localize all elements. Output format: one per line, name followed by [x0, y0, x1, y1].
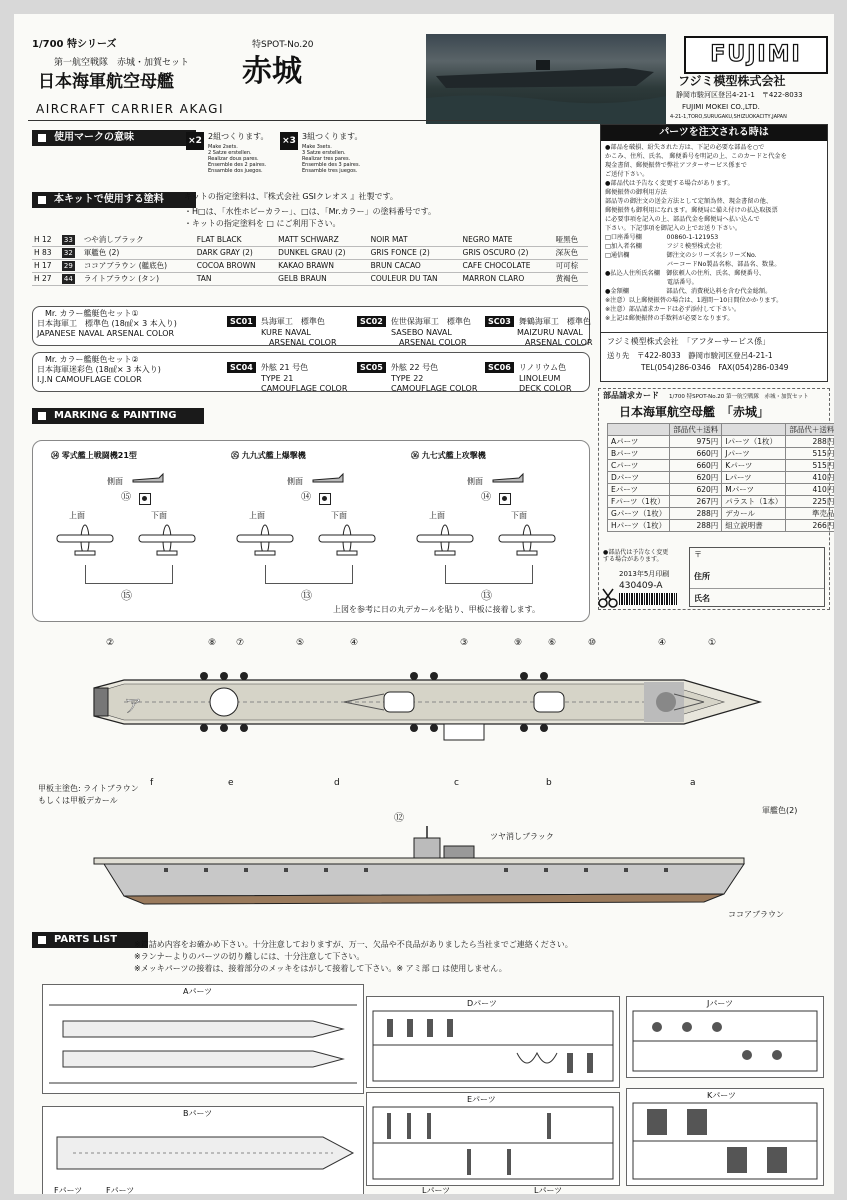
- runner-j: [626, 996, 824, 1078]
- company-name: フジミ模型株式会社: [678, 74, 786, 88]
- paint-jp: 軍艦色 (2): [82, 247, 195, 260]
- callout-top: ④: [350, 638, 359, 648]
- marking-heading: MARKING & PAINTING: [32, 408, 204, 424]
- parts-note-2: ※ランナーよりのパーツの切り離しには、十分注意して下さい。: [134, 952, 365, 961]
- part-name: Dパーツ: [608, 472, 670, 484]
- paint-es: CAFE CHOCOLATE: [461, 260, 554, 273]
- callout-top: ④: [658, 638, 667, 648]
- part-name: Gパーツ（1枚）: [608, 508, 670, 520]
- part-price: 515円: [786, 448, 834, 460]
- part-price: 410円: [786, 472, 834, 484]
- order-line: 郵便振替の御利用方法: [605, 189, 667, 196]
- address-box: [600, 332, 828, 382]
- price-row[interactable]: [608, 484, 835, 496]
- parts-heading: PARTS LIST: [32, 932, 148, 948]
- part-name: 組立説明書: [722, 520, 786, 532]
- title-jp: 日本海軍航空母艦: [38, 72, 174, 92]
- callout-bottom: c: [454, 778, 459, 788]
- card-ref: 1/700 特SPOT-No.20 第一航空戦隊 赤城・加賀セット: [669, 394, 809, 400]
- paint-mr: 29: [60, 260, 82, 273]
- part-name: Kパーツ: [722, 460, 786, 472]
- runner-l-label-2: Lパーツ: [534, 1186, 563, 1194]
- order-text: [601, 141, 827, 325]
- price-header-2: 部品代＋送料: [786, 424, 834, 436]
- aircraft-2: ㉟ 九九式艦上爆撃機 側面 ⑭ 上面 下面 ⑬: [231, 441, 401, 617]
- runner-f-label-2: Fパーツ: [106, 1186, 135, 1194]
- order-line: 郵便振替も御利用になれます。郵便局に備え付けの払込取扱票: [605, 207, 778, 214]
- order-line: ※上記は郵便振替の手数料が必要となります。: [605, 315, 734, 322]
- part-price: 266円: [786, 520, 834, 532]
- aircraft-drawing: [137, 523, 197, 557]
- part-name: Eパーツ: [608, 484, 670, 496]
- runner-f-label-1: Fパーツ: [54, 1186, 83, 1194]
- x3-badge: ×3: [280, 132, 298, 150]
- part-name: Hパーツ（1枚）: [608, 520, 670, 532]
- part-price: 515円: [786, 460, 834, 472]
- x2-jp: 2組つくります。: [208, 132, 269, 141]
- price-row[interactable]: [608, 508, 835, 520]
- callout-top: ①: [708, 638, 717, 648]
- set1-line3: JAPANESE NAVAL ARSENAL COLOR: [37, 329, 175, 338]
- runner-k: [626, 1088, 824, 1186]
- part-price: 975円: [670, 436, 722, 448]
- paint-set-1: [32, 306, 593, 347]
- order-line: ご送付下さい。: [605, 171, 649, 178]
- hinomaru-decal-icon: [499, 493, 511, 505]
- runner-a: [42, 984, 364, 1094]
- callout-bottom: e: [228, 778, 234, 788]
- paint-fr: NOIR MAT: [369, 234, 461, 247]
- callout-top: ③: [460, 638, 469, 648]
- marks-heading: 使用マークの意味: [32, 130, 196, 146]
- x3-lines: Make 3sets. 3 Satze erstellen. Realizar tres pares. Ensemble des 3 paires. Ensamble tres juegos.: [302, 144, 361, 174]
- callout-top: ⑥: [548, 638, 557, 648]
- aircraft-side-drawing: [491, 472, 525, 486]
- deck-color-1: 甲板主塗色: ライトブラウン: [38, 784, 139, 793]
- paint-de: DUNKEL GRAU (2): [276, 247, 368, 260]
- hinomaru-decal-icon: [139, 493, 151, 505]
- callout-bottom: d: [334, 778, 340, 788]
- scale-label: 1/700 特シリーズ: [32, 39, 117, 50]
- part-name: Cパーツ: [608, 460, 670, 472]
- card-label: 部品請求カード: [603, 391, 659, 400]
- runner-d-label: Dパーツ: [467, 999, 497, 1008]
- order-line: 部品等の御注文の送金方法として定額為替、現金書留の他、: [605, 198, 773, 205]
- order-line: 下さい。下記事項を御記入の上でお送り下さい。: [605, 225, 742, 232]
- paint-row: [32, 247, 588, 260]
- paint-en: TAN: [195, 273, 276, 286]
- paint-jp: ココアブラウン (艦底色): [82, 260, 195, 273]
- part-price: 225円: [786, 496, 834, 508]
- part-price: 620円: [670, 472, 722, 484]
- price-table: [607, 423, 834, 532]
- deck-color-2: もしくは甲板デカール: [38, 796, 118, 805]
- part-price: 660円: [670, 460, 722, 472]
- set2-title: Mr. カラー艦艇色セット②: [45, 355, 139, 364]
- part-name: Iパーツ（1枚）: [722, 436, 786, 448]
- part-name: デカール: [722, 508, 786, 520]
- order-line: かこみ、住所、氏名、 郵便番号を明記の上、このカードと代金を: [605, 153, 787, 160]
- carrier-silhouette: [426, 34, 666, 124]
- set1-item-3: SC03 舞鶴海軍工 標準色 MAIZURU NAVAL ARSENAL COLOR: [485, 309, 593, 348]
- hinomaru-circle: [656, 692, 676, 712]
- callout-top: ⑨: [514, 638, 523, 648]
- paint-en: FLAT BLACK: [195, 234, 276, 247]
- order-panel: [600, 124, 828, 358]
- part-price: 660円: [670, 448, 722, 460]
- price-row[interactable]: [608, 472, 835, 484]
- runner-e-label: Eパーツ: [467, 1095, 496, 1104]
- hull-callout: ⑫: [394, 813, 404, 824]
- paint-fr: COULEUR DU TAN: [369, 273, 461, 286]
- barcode: [619, 593, 677, 605]
- order-line: ●払込人住所氏名欄 御依頼人の住所、氏名、郵便番号、: [605, 270, 766, 277]
- price-row[interactable]: [608, 436, 835, 448]
- card-note: ●部品代は予告なく変更 する場合があります。: [603, 549, 669, 563]
- aircraft-3: ㊱ 九七式艦上攻撃機 側面 ⑭ 上面 下面 ⑬: [411, 441, 581, 617]
- paint-de: GELB BRAUN: [276, 273, 368, 286]
- paints-note-3: ・キットの指定塗料を □ にご利用下さい。: [184, 219, 341, 228]
- part-price: 410円: [786, 484, 834, 496]
- paint-de: KAKAO BRAWN: [276, 260, 368, 273]
- paint-h: H 12: [32, 234, 60, 247]
- paints-heading: 本キットで使用する塗料: [32, 192, 196, 208]
- callout-bottom: f: [150, 778, 154, 788]
- after-service-label: フジミ模型株式会社 「アフターサービス係」: [607, 337, 771, 346]
- name-label: 氏名: [694, 594, 710, 603]
- runner-l-label-1: Lパーツ: [422, 1186, 451, 1194]
- part-name: Mパーツ: [722, 484, 786, 496]
- paint-es: MARRON CLARO: [461, 273, 554, 286]
- runner-d: [366, 996, 620, 1088]
- callout-top: ⑤: [296, 638, 305, 648]
- set1-item-1: SC01 呉海軍工 標準色 KURE NAVAL ARSENAL COLOR: [227, 309, 337, 348]
- price-row[interactable]: [608, 460, 835, 472]
- price-header-1: 部品代＋送料: [670, 424, 722, 436]
- subtitle: 第一航空戦隊 赤城・加賀セット: [54, 58, 190, 68]
- carrier-top-view: [84, 636, 764, 826]
- order-line: ●部品代は予告なく変更する場合があります。: [605, 180, 734, 187]
- aircraft-side-drawing: [311, 472, 345, 486]
- deck-katakana-a: ア: [124, 696, 142, 717]
- callout-top: ⑦: [236, 638, 245, 648]
- callout-top: ⑧: [208, 638, 217, 648]
- paint-cn: 可可棕: [554, 260, 588, 273]
- part-price: 267円: [670, 496, 722, 508]
- paint-row: [32, 234, 588, 247]
- send-label: 送り先: [607, 351, 630, 360]
- barcode-number: 430409-A: [619, 581, 663, 591]
- card-title: 日本海軍航空母艦 「赤城」: [619, 405, 770, 419]
- aircraft-drawing: [55, 523, 115, 557]
- paint-en: COCOA BROWN: [195, 260, 276, 273]
- order-line: ※注意）以上郵便振替の場合は、1週間～10日間位かかります。: [605, 297, 783, 304]
- title-en: AIRCRAFT CARRIER AKAGI: [36, 102, 225, 116]
- scissors-icon: [597, 587, 619, 609]
- paint-row: [32, 273, 588, 286]
- order-line: ●金額欄 部品代、消費税込料を含む代金総額。: [605, 288, 772, 295]
- carrier-side-view: [84, 824, 764, 914]
- paint-mr: 32: [60, 247, 82, 260]
- paint-jp: ライトブラウン (タン): [82, 273, 195, 286]
- paint-h: H 83: [32, 247, 60, 260]
- runner-a-label: Aパーツ: [183, 987, 213, 996]
- runner-e: [366, 1092, 620, 1186]
- paint-de: MATT SCHWARZ: [276, 234, 368, 247]
- set2-line2: 日本海軍迷彩色 (18㎖× 3 本入り): [37, 365, 161, 374]
- parts-note-3: ※メッキパーツの接着は、接着部分のメッキをはがして接着して下さい。※ アミ部 □ は使用しません。: [134, 964, 507, 973]
- order-line: 現金書留、郵便振替で弊社アフターサービス係まで: [605, 162, 747, 169]
- paint-set-2: [32, 352, 590, 392]
- paint-fr: GRIS FONCE (2): [369, 247, 461, 260]
- part-name: Fパーツ（1枚）: [608, 496, 670, 508]
- aircraft-drawing: [415, 523, 475, 557]
- parts-note-1: ※箱詰め内容をお確かめ下さい。十分注意しておりますが、万一、欠品や不良品がありましたら当社までご連絡ください。: [134, 940, 573, 949]
- address-fill-box[interactable]: [689, 547, 825, 607]
- order-line: ※注意）部品請求カードは必ず添付して下さい。: [605, 306, 741, 313]
- callout-bottom: a: [690, 778, 696, 788]
- callout-top: ②: [106, 638, 115, 648]
- aircraft-side-drawing: [131, 472, 165, 486]
- paint-cn: 深灰色: [554, 247, 588, 260]
- order-line: に必要事項を記入の上、部品代金を郵便局へ払い込んで: [605, 216, 760, 223]
- x2-lines: Make 2sets. 2 Satze erstellen. Realizar dous pares. Ensemble des 2 paires. Ensamble dos juegos.: [208, 144, 267, 174]
- company-address: 静岡市駿河区登呂4-21-1 〒422-8033: [676, 91, 803, 99]
- company-name-en: FUJIMI MOKEI CO.,LTD.: [682, 103, 760, 111]
- callout-bottom: b: [546, 778, 552, 788]
- set1-title: Mr. カラー艦艇色セット①: [45, 309, 139, 318]
- paint-cn: 黄褐色: [554, 273, 588, 286]
- part-name: Aパーツ: [608, 436, 670, 448]
- aircraft-drawing: [235, 523, 295, 557]
- series-number: 特SPOT-No.20: [252, 40, 314, 50]
- price-row[interactable]: [608, 448, 835, 460]
- set2-item-2: SC05 外舷 22 号色 TYPE 22 CAMOUFLAGE COLOR: [357, 355, 477, 394]
- aircraft-1: ㉞ 零式艦上戦闘機21型 側面 ⑮ 上面 下面 ⑮: [51, 441, 221, 617]
- x3-jp: 3組つくります。: [302, 132, 363, 141]
- paints-note-1: キットの指定塗料は、『株式会社 GSIクレオス 』社製です。: [184, 192, 398, 201]
- part-price: 620円: [670, 484, 722, 496]
- part-name: Lパーツ: [722, 472, 786, 484]
- order-line: 電話番号。: [605, 279, 698, 286]
- paint-h: H 27: [32, 273, 60, 286]
- print-date: 2013年5月印刷: [619, 570, 670, 578]
- runner-k-label: Kパーツ: [707, 1091, 736, 1100]
- fujimi-logo: FUJIMI: [684, 36, 828, 74]
- paint-en: DARK GRAY (2): [195, 247, 276, 260]
- part-name: Jパーツ: [722, 448, 786, 460]
- paint-table: [32, 234, 588, 286]
- order-line: □通信欄 御注文のシリーズ名シリーズNo.: [605, 252, 757, 259]
- aircraft-drawing: [317, 523, 377, 557]
- flat-black-label: ツヤ消しブラック: [490, 832, 554, 841]
- order-line: □口座番号欄 00860-1-121953: [605, 234, 719, 241]
- parts-request-card[interactable]: [598, 388, 834, 610]
- paint-mr: 44: [60, 273, 82, 286]
- header-rule: [28, 120, 598, 121]
- set2-item-1: SC04 外舷 21 号色 TYPE 21 CAMOUFLAGE COLOR: [227, 355, 347, 394]
- paint-fr: BRUN CACAO: [369, 260, 461, 273]
- price-row[interactable]: [608, 496, 835, 508]
- send-address: 〒422-8033 静岡市駿河区登呂4-21-1: [637, 351, 773, 360]
- part-price: 288円: [786, 436, 834, 448]
- part-name: Bパーツ: [608, 448, 670, 460]
- paint-mr: 33: [60, 234, 82, 247]
- price-row[interactable]: [608, 520, 835, 532]
- aircraft-panel: [32, 440, 590, 622]
- set2-item-3: SC06 リノリウム色 LINOLEUM DECK COLOR: [485, 355, 572, 394]
- box-art-photo: [426, 34, 666, 124]
- runner-b-label: Bパーツ: [183, 1109, 213, 1118]
- order-line: □加入者名欄 フジミ模型株式会社: [605, 243, 722, 250]
- instruction-sheet: [14, 14, 834, 1194]
- deck-note: 上図を参考に日の丸デカールを貼り、甲板に接着します。: [333, 605, 541, 614]
- hinomaru-decal-icon: [319, 493, 331, 505]
- paint-es: NEGRO MATE: [461, 234, 554, 247]
- zip-mark: 〒: [694, 550, 702, 559]
- paint-h: H 17: [32, 260, 60, 273]
- phone-fax: TEL(054)286-0346 FAX(054)286-0349: [641, 363, 789, 372]
- address-label: 住所: [694, 572, 710, 581]
- paints-note-2: ・H□は、「水性ホビーカラー」、□は、「Mr.カラー」の塗料番号です。: [184, 207, 437, 216]
- paint-es: GRIS OSCURO (2): [461, 247, 554, 260]
- x2-badge: ×2: [186, 132, 204, 150]
- runner-j-label: Jパーツ: [707, 999, 734, 1008]
- company-address-en: 4-21-1,TORO,SURUGAKU,SHIZUOKACITY,JAPAN: [670, 114, 787, 120]
- runner-b: [42, 1106, 364, 1194]
- part-name: パラスト（1本）: [722, 496, 786, 508]
- set1-item-2: SC02 佐世保海軍工 標準色 SASEBO NAVAL ARSENAL COLOR: [357, 309, 471, 348]
- order-heading: パーツを注文される時は: [601, 125, 827, 141]
- ship-name: 赤城: [242, 54, 302, 89]
- part-price: 288円: [670, 520, 722, 532]
- callout-top: ⑩: [588, 638, 597, 648]
- order-line: バーコードNo製品名称、部品名、数量。: [605, 261, 781, 268]
- paint-cn: 哑黑色: [554, 234, 588, 247]
- part-price: 288円: [670, 508, 722, 520]
- part-price: 準売品: [786, 508, 834, 520]
- gray-label: 軍艦色(2): [762, 806, 798, 815]
- order-line: ●部品を破損、紛失された方は、下記の必要な部品を○で: [605, 144, 765, 151]
- paint-jp: つや消しブラック: [82, 234, 195, 247]
- aircraft-drawing: [497, 523, 557, 557]
- set2-line3: I.J.N CAMOUFLAGE COLOR: [37, 375, 142, 384]
- cocoa-label: ココアブラウン: [728, 910, 784, 919]
- paint-row: [32, 260, 588, 273]
- set1-line2: 日本海軍工 標準色 (18㎖× 3 本入り): [37, 319, 177, 328]
